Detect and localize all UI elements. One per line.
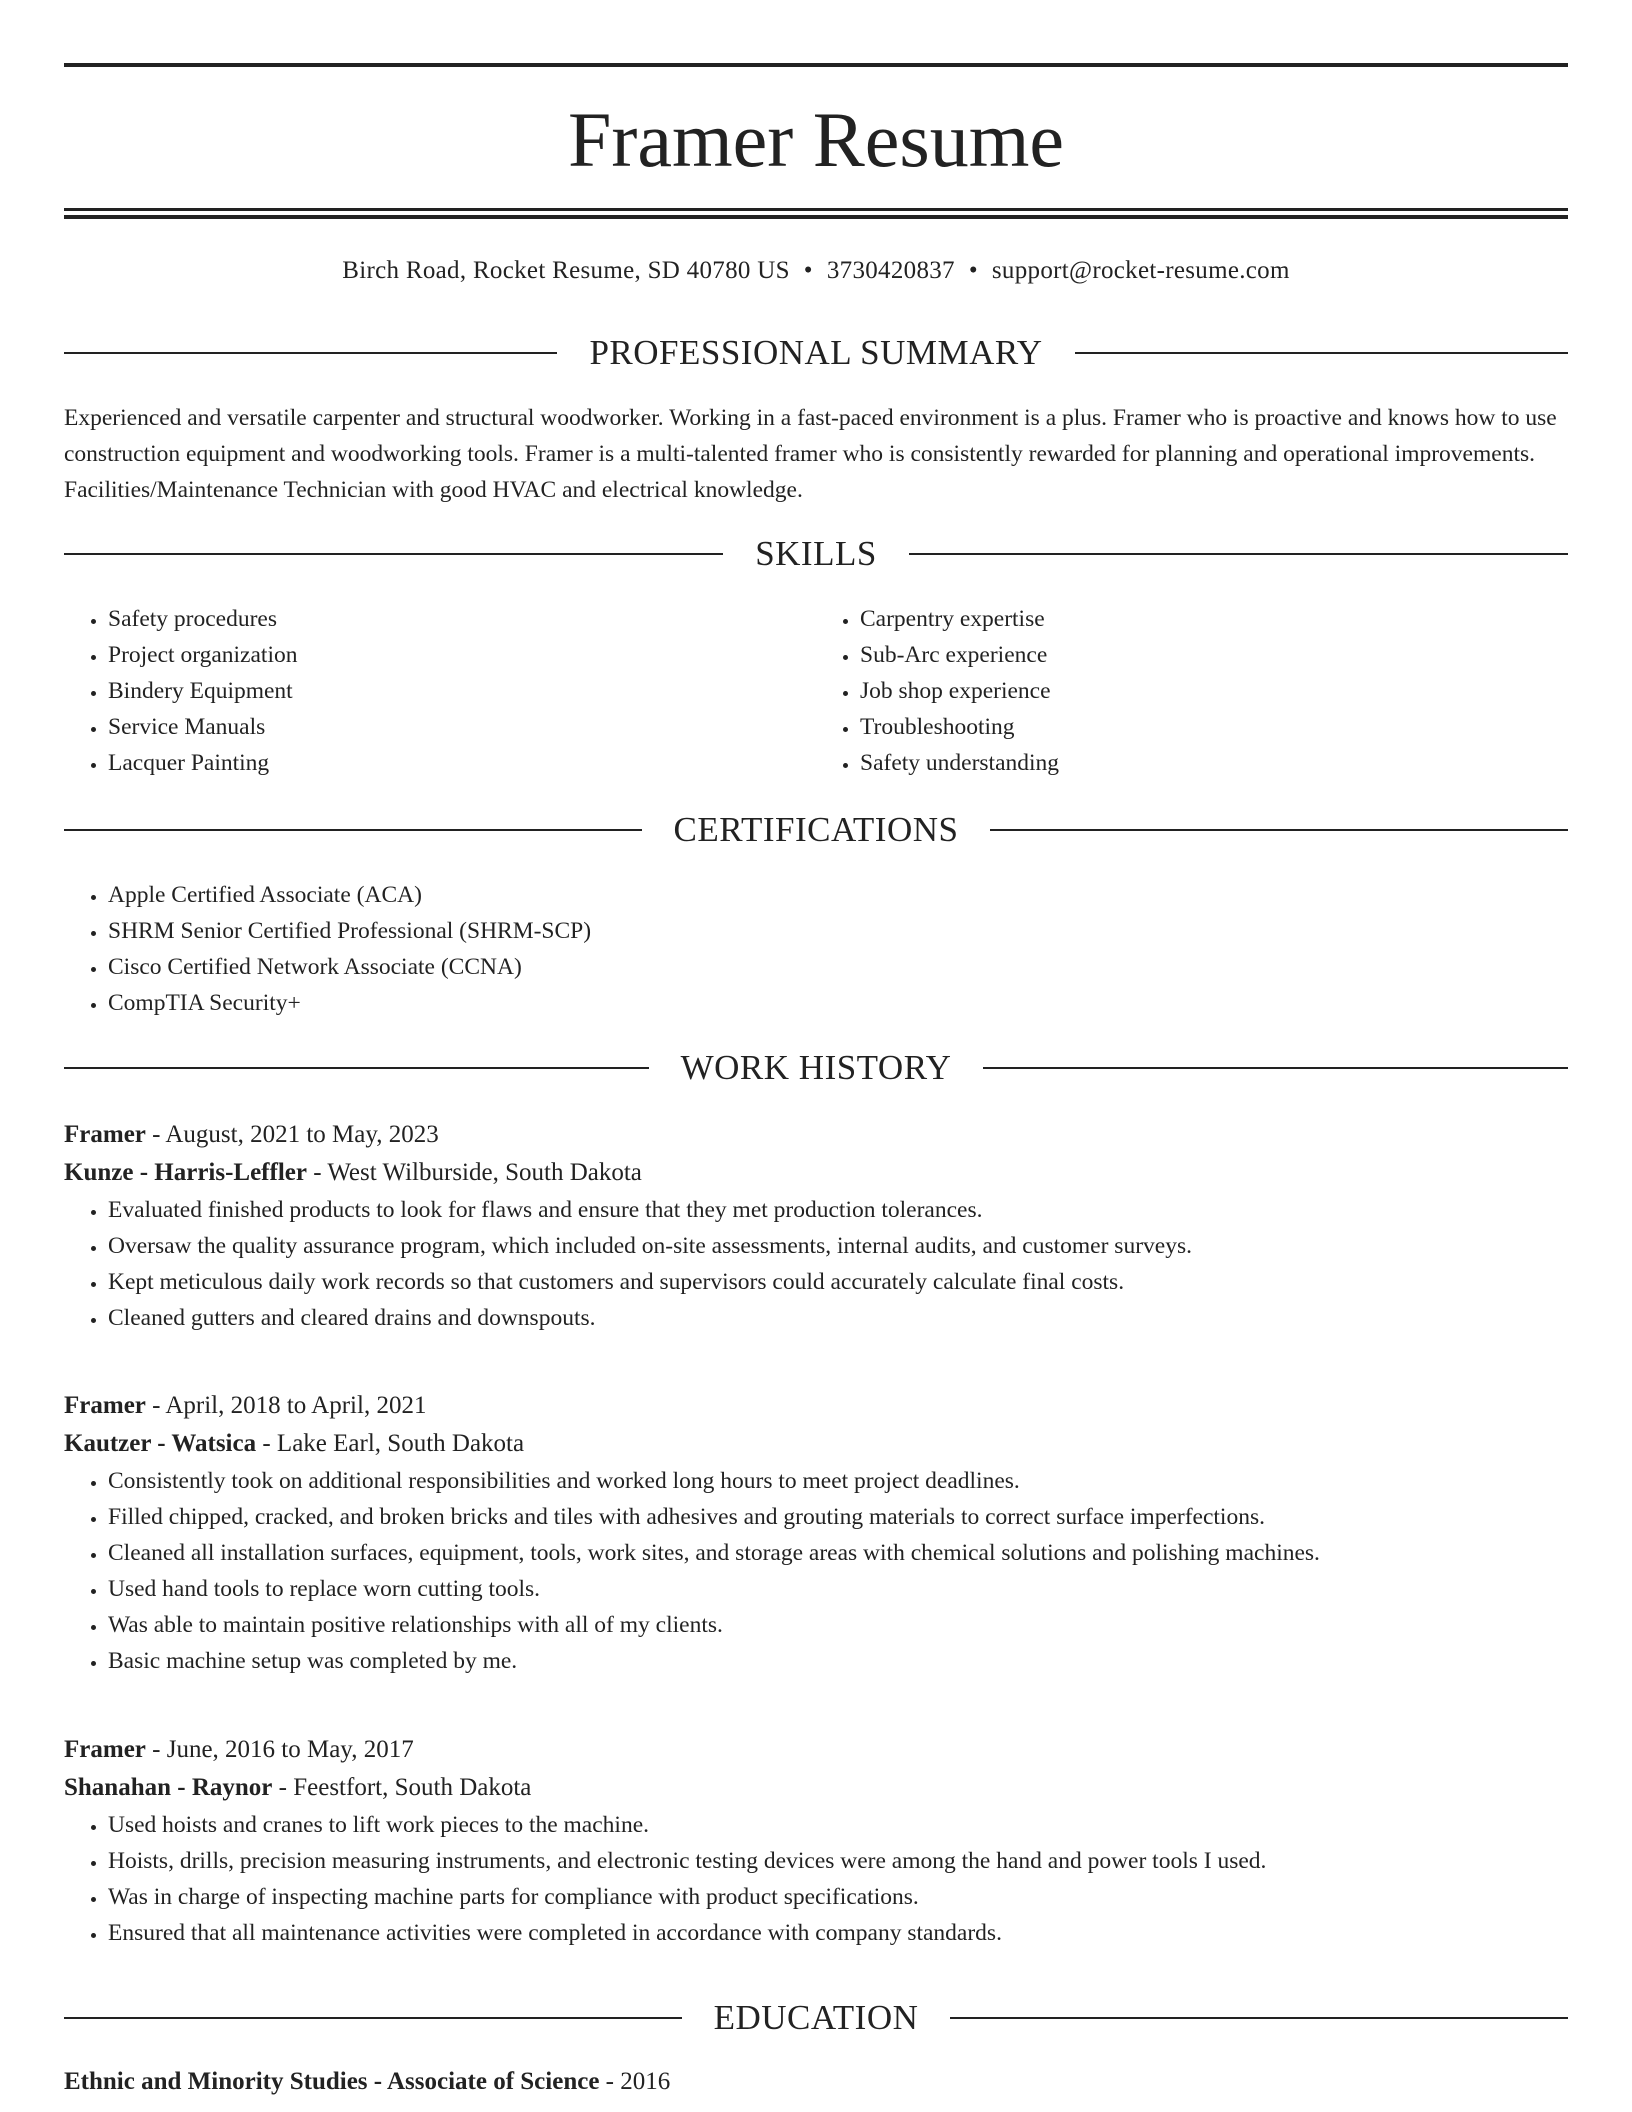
list-item: • Apple Certified Associate (ACA) (108, 877, 1568, 913)
list-item: • Ensured that all maintenance activities were completed in accordance with company standards. (108, 1915, 1568, 1951)
list-item: • Cleaned all installation surfaces, equipment, tools, work sites, and storage areas with chemical solutions and polishing machines. (108, 1535, 1568, 1571)
list-item: • Hoists, drills, precision measuring instruments, and electronic testing devices were among the hand and power tools I used. (108, 1843, 1568, 1879)
summary-text: Experienced and versatile carpenter and structural woodworker. Working in a fast-paced environment is a plus. Framer who is proactive and knows how to use construction equipment and woodworking tools. Framer is a multi-talented framer who is consistently rewarded for planning and operational improvements. Facilities/Maintenance Technician with good HVAC and electrical knowledge. (64, 405, 1557, 503)
list-item: • Basic machine setup was completed by me. (108, 1643, 1568, 1679)
divider (64, 1067, 649, 1069)
divider (990, 829, 1568, 831)
skills-list (64, 601, 816, 781)
skills-columns (64, 601, 1568, 781)
education-line (64, 2063, 1568, 2101)
section-header-education (64, 1996, 1568, 2040)
divider (950, 2017, 1568, 2019)
section-header-summary (64, 331, 1568, 375)
list-item: • Service Manuals (108, 709, 816, 745)
list-item: • Was in charge of inspecting machine parts for compliance with product specifications. (108, 1879, 1568, 1915)
job-entry (64, 1387, 1568, 1679)
section-header-work-history (64, 1046, 1568, 1090)
title-double-rule (64, 208, 1568, 219)
education-degree: Ethnic and Minority Studies - Associate of Science (64, 2068, 600, 2095)
job-title: Framer (64, 1392, 146, 1419)
job-entry (64, 1116, 1568, 1336)
job-location: - West Wilburside, South Dakota (306, 1159, 642, 1186)
job-dates: - June, 2016 to May, 2017 (145, 1736, 414, 1763)
list-item: • Used hoists and cranes to lift work pieces to the machine. (108, 1807, 1568, 1843)
job-title-line (64, 1387, 1568, 1425)
list-item: • Safety understanding (860, 745, 1568, 781)
job-dates: - April, 2018 to April, 2021 (145, 1392, 427, 1419)
divider (64, 829, 642, 831)
list-item: • Kept meticulous daily work records so that customers and supervisors could accurately calculate final costs. (108, 1264, 1568, 1300)
education-entry (64, 2063, 1568, 2101)
list-item: • Was able to maintain positive relationships with all of my clients. (108, 1607, 1568, 1643)
job-location: - Lake Earl, South Dakota (256, 1430, 525, 1457)
divider (64, 553, 723, 555)
job-company: Kunze - Harris-Leffler (64, 1159, 307, 1186)
contact-address: Birch Road, Rocket Resume, SD 40780 US (342, 257, 790, 284)
list-item: • Cleaned gutters and cleared drains and downspouts. (108, 1300, 1568, 1336)
certifications-list (64, 877, 1568, 1021)
job-bullets (64, 1192, 1568, 1336)
list-item: • Bindery Equipment (108, 673, 816, 709)
job-company-line (64, 1425, 1568, 1463)
skills-list (816, 601, 1568, 781)
job-company-line (64, 1154, 1568, 1192)
list-item: • Evaluated finished products to look for flaws and ensure that they met production tolerances. (108, 1192, 1568, 1228)
contact-phone: 3730420837 (826, 257, 955, 284)
list-item: • Troubleshooting (860, 709, 1568, 745)
job-bullets (64, 1807, 1568, 1951)
list-item: • Oversaw the quality assurance program, which included on-site assessments, internal audits, and customer surveys. (108, 1228, 1568, 1264)
job-title: Framer (64, 1121, 146, 1148)
skills-column-left (64, 601, 816, 781)
section-title: WORK HISTORY (680, 1048, 952, 1087)
section-header-skills (64, 532, 1568, 576)
top-rule (64, 63, 1568, 67)
list-item: • Filled chipped, cracked, and broken bricks and tiles with adhesives and grouting materials to correct surface imperfections. (108, 1499, 1568, 1535)
job-title-line (64, 1116, 1568, 1154)
list-item: • Sub-Arc experience (860, 637, 1568, 673)
contact-separator: • (968, 257, 978, 284)
resume-title: Framer Resume (567, 96, 1065, 183)
job-title-line (64, 1731, 1568, 1769)
job-company-line (64, 1769, 1568, 1807)
list-item: • Used hand tools to replace worn cutting tools. (108, 1571, 1568, 1607)
divider (64, 352, 557, 354)
list-item: • Job shop experience (860, 673, 1568, 709)
job-company: Kautzer - Watsica (64, 1430, 257, 1457)
divider (64, 2017, 682, 2019)
contact-email: support@rocket-resume.com (991, 257, 1290, 284)
job-entry (64, 1731, 1568, 1951)
certifications-block (64, 877, 1568, 1021)
job-location: - Feestfort, South Dakota (272, 1774, 532, 1801)
skills-column-right (816, 601, 1568, 781)
job-dates: - August, 2021 to May, 2023 (145, 1121, 439, 1148)
section-header-certifications (64, 808, 1568, 852)
list-item: • Consistently took on additional responsibilities and worked long hours to meet project deadlines. (108, 1463, 1568, 1499)
job-bullets (64, 1463, 1568, 1679)
contact-line (64, 255, 1568, 287)
section-title: CERTIFICATIONS (673, 810, 959, 849)
section-title: SKILLS (755, 534, 877, 573)
list-item: • Carpentry expertise (860, 601, 1568, 637)
divider (909, 553, 1568, 555)
education-year: - 2016 (599, 2068, 671, 2095)
section-title: PROFESSIONAL SUMMARY (589, 333, 1043, 372)
section-title: EDUCATION (713, 1998, 919, 2037)
list-item: • CompTIA Security+ (108, 985, 1568, 1021)
list-item: • Cisco Certified Network Associate (CCNA) (108, 949, 1568, 985)
list-item: • Project organization (108, 637, 816, 673)
divider (1075, 352, 1568, 354)
list-item: • Lacquer Painting (108, 745, 816, 781)
list-item: • SHRM Senior Certified Professional (SHRM-SCP) (108, 913, 1568, 949)
contact-separator: • (803, 257, 813, 284)
job-title: Framer (64, 1736, 146, 1763)
divider (983, 1067, 1568, 1069)
job-company: Shanahan - Raynor (64, 1774, 273, 1801)
list-item: • Safety procedures (108, 601, 816, 637)
